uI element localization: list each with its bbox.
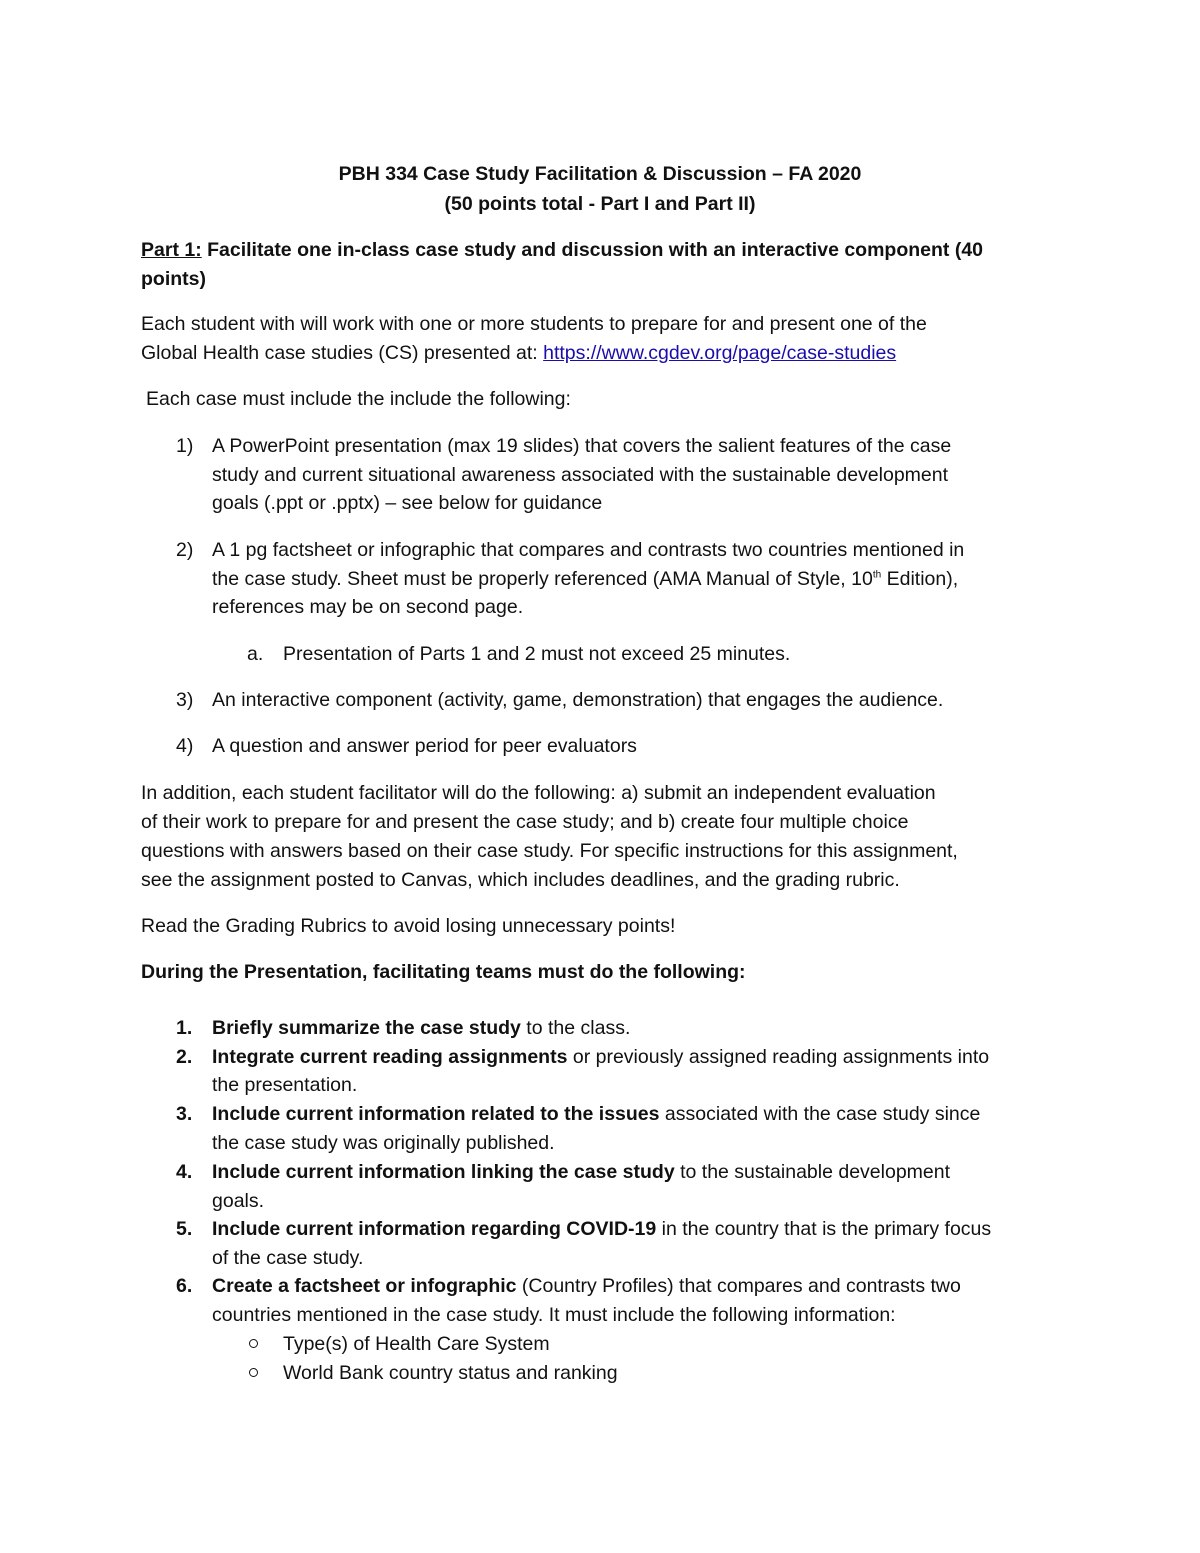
- intro-line-2: [141, 339, 896, 367]
- addition-line-2: of their work to prepare for and present the case study; and b) create four multiple choice: [141, 811, 909, 833]
- req-1-line-2: study and current situational awareness associated with the sustainable development: [212, 464, 949, 486]
- req-2-number: 2): [176, 539, 194, 561]
- part1-heading-cont: points): [141, 268, 206, 290]
- sub-bullet-1: Type(s) of Health Care System: [283, 1333, 550, 1355]
- part1-heading: [141, 236, 983, 264]
- during-item-6-cont: countries mentioned in the case study. It must include the following information:: [212, 1304, 896, 1326]
- case-studies-link[interactable]: https://www.cgdev.org/page/case-studies: [543, 342, 897, 364]
- sub-bullet-2: World Bank country status and ranking: [283, 1362, 618, 1384]
- during-item-6-bold: Create a factsheet or infographic: [212, 1275, 517, 1297]
- addition-line-4: see the assignment posted to Canvas, which includes deadlines, and the grading rubric.: [141, 869, 900, 891]
- during-heading: During the Presentation, facilitating teams must do the following:: [141, 961, 746, 983]
- during-item-1-rest: to the class.: [520, 1017, 631, 1039]
- during-item-4-bold: Include current information linking the case study: [212, 1161, 675, 1183]
- during-item-5-number: 5.: [176, 1218, 193, 1240]
- document-subtitle: (50 points total - Part I and Part II): [444, 193, 756, 215]
- req-2-line-1: A 1 pg factsheet or infographic that compares and contrasts two countries mentioned in: [212, 539, 965, 561]
- circle-bullet-icon: [249, 1339, 258, 1348]
- intro-line-1: Each student with will work with one or more students to prepare for and present one of the: [141, 313, 927, 335]
- intro-text: Global Health case studies (CS) presented at:: [141, 342, 544, 364]
- part1-label: Part 1:: [141, 239, 202, 261]
- during-item-3: [212, 1100, 980, 1128]
- during-item-5: [212, 1215, 991, 1243]
- req-1-line-3: goals (.ppt or .pptx) – see below for guidance: [212, 492, 603, 514]
- req-3-number: 3): [176, 689, 194, 711]
- during-item-5-bold: Include current information regarding COVID-19: [212, 1218, 657, 1240]
- document-title: PBH 334 Case Study Facilitation & Discussion – FA 2020: [338, 163, 862, 185]
- req-1-line-1: A PowerPoint presentation (max 19 slides) that covers the salient features of the case: [212, 435, 952, 457]
- addition-line-3: questions with answers based on their case study. For specific instructions for this assignment,: [141, 840, 958, 862]
- during-item-4-number: 4.: [176, 1161, 193, 1183]
- addition-line-1: In addition, each student facilitator will do the following: a) submit an independent evaluation: [141, 782, 936, 804]
- during-item-1-number: 1.: [176, 1017, 193, 1039]
- during-item-4-rest: to the sustainable development: [674, 1161, 951, 1183]
- during-item-2-bold: Integrate current reading assignments: [212, 1046, 568, 1068]
- req-2a-letter: a.: [247, 643, 264, 665]
- during-item-5-cont: of the case study.: [212, 1247, 364, 1269]
- during-item-6-rest: (Country Profiles) that compares and contrasts two: [516, 1275, 961, 1297]
- req-2-line-3: references may be on second page.: [212, 596, 524, 618]
- req-3-text: An interactive component (activity, game, demonstration) that engages the audience.: [212, 689, 944, 711]
- during-item-4: [212, 1158, 950, 1186]
- during-item-3-bold: Include current information related to the issues: [212, 1103, 660, 1125]
- during-item-1: [212, 1014, 630, 1042]
- req-4-text: A question and answer period for peer evaluators: [212, 735, 637, 757]
- part1-heading-text: Facilitate one in-class case study and discussion with an interactive component (40: [201, 239, 984, 261]
- during-item-6-number: 6.: [176, 1275, 193, 1297]
- req-4-number: 4): [176, 735, 194, 757]
- circle-bullet-icon: [249, 1368, 258, 1377]
- during-item-6: [212, 1272, 961, 1300]
- req-2-line-2a: the case study. Sheet must be properly referenced (AMA Manual of Style, 10: [212, 568, 873, 590]
- during-item-4-cont: goals.: [212, 1190, 265, 1212]
- during-item-2-number: 2.: [176, 1046, 193, 1068]
- case-must-include: Each case must include the include the following:: [146, 388, 571, 410]
- during-item-5-rest: in the country that is the primary focus: [656, 1218, 992, 1240]
- during-item-3-rest: associated with the case study since: [659, 1103, 981, 1125]
- during-item-3-number: 3.: [176, 1103, 193, 1125]
- req-2-line-2: [212, 565, 958, 593]
- req-2a-text: Presentation of Parts 1 and 2 must not exceed 25 minutes.: [283, 643, 791, 665]
- req-2-line-2b: Edition),: [881, 568, 959, 590]
- req-2-superscript: th: [872, 569, 882, 581]
- read-rubrics: Read the Grading Rubrics to avoid losing unnecessary points!: [141, 915, 676, 937]
- during-item-1-bold: Briefly summarize the case study: [212, 1017, 521, 1039]
- req-1-number: 1): [176, 435, 194, 457]
- during-item-2: [212, 1043, 989, 1071]
- during-item-3-cont: the case study was originally published.: [212, 1132, 555, 1154]
- during-item-2-cont: the presentation.: [212, 1074, 358, 1096]
- during-item-2-rest: or previously assigned reading assignments into: [567, 1046, 990, 1068]
